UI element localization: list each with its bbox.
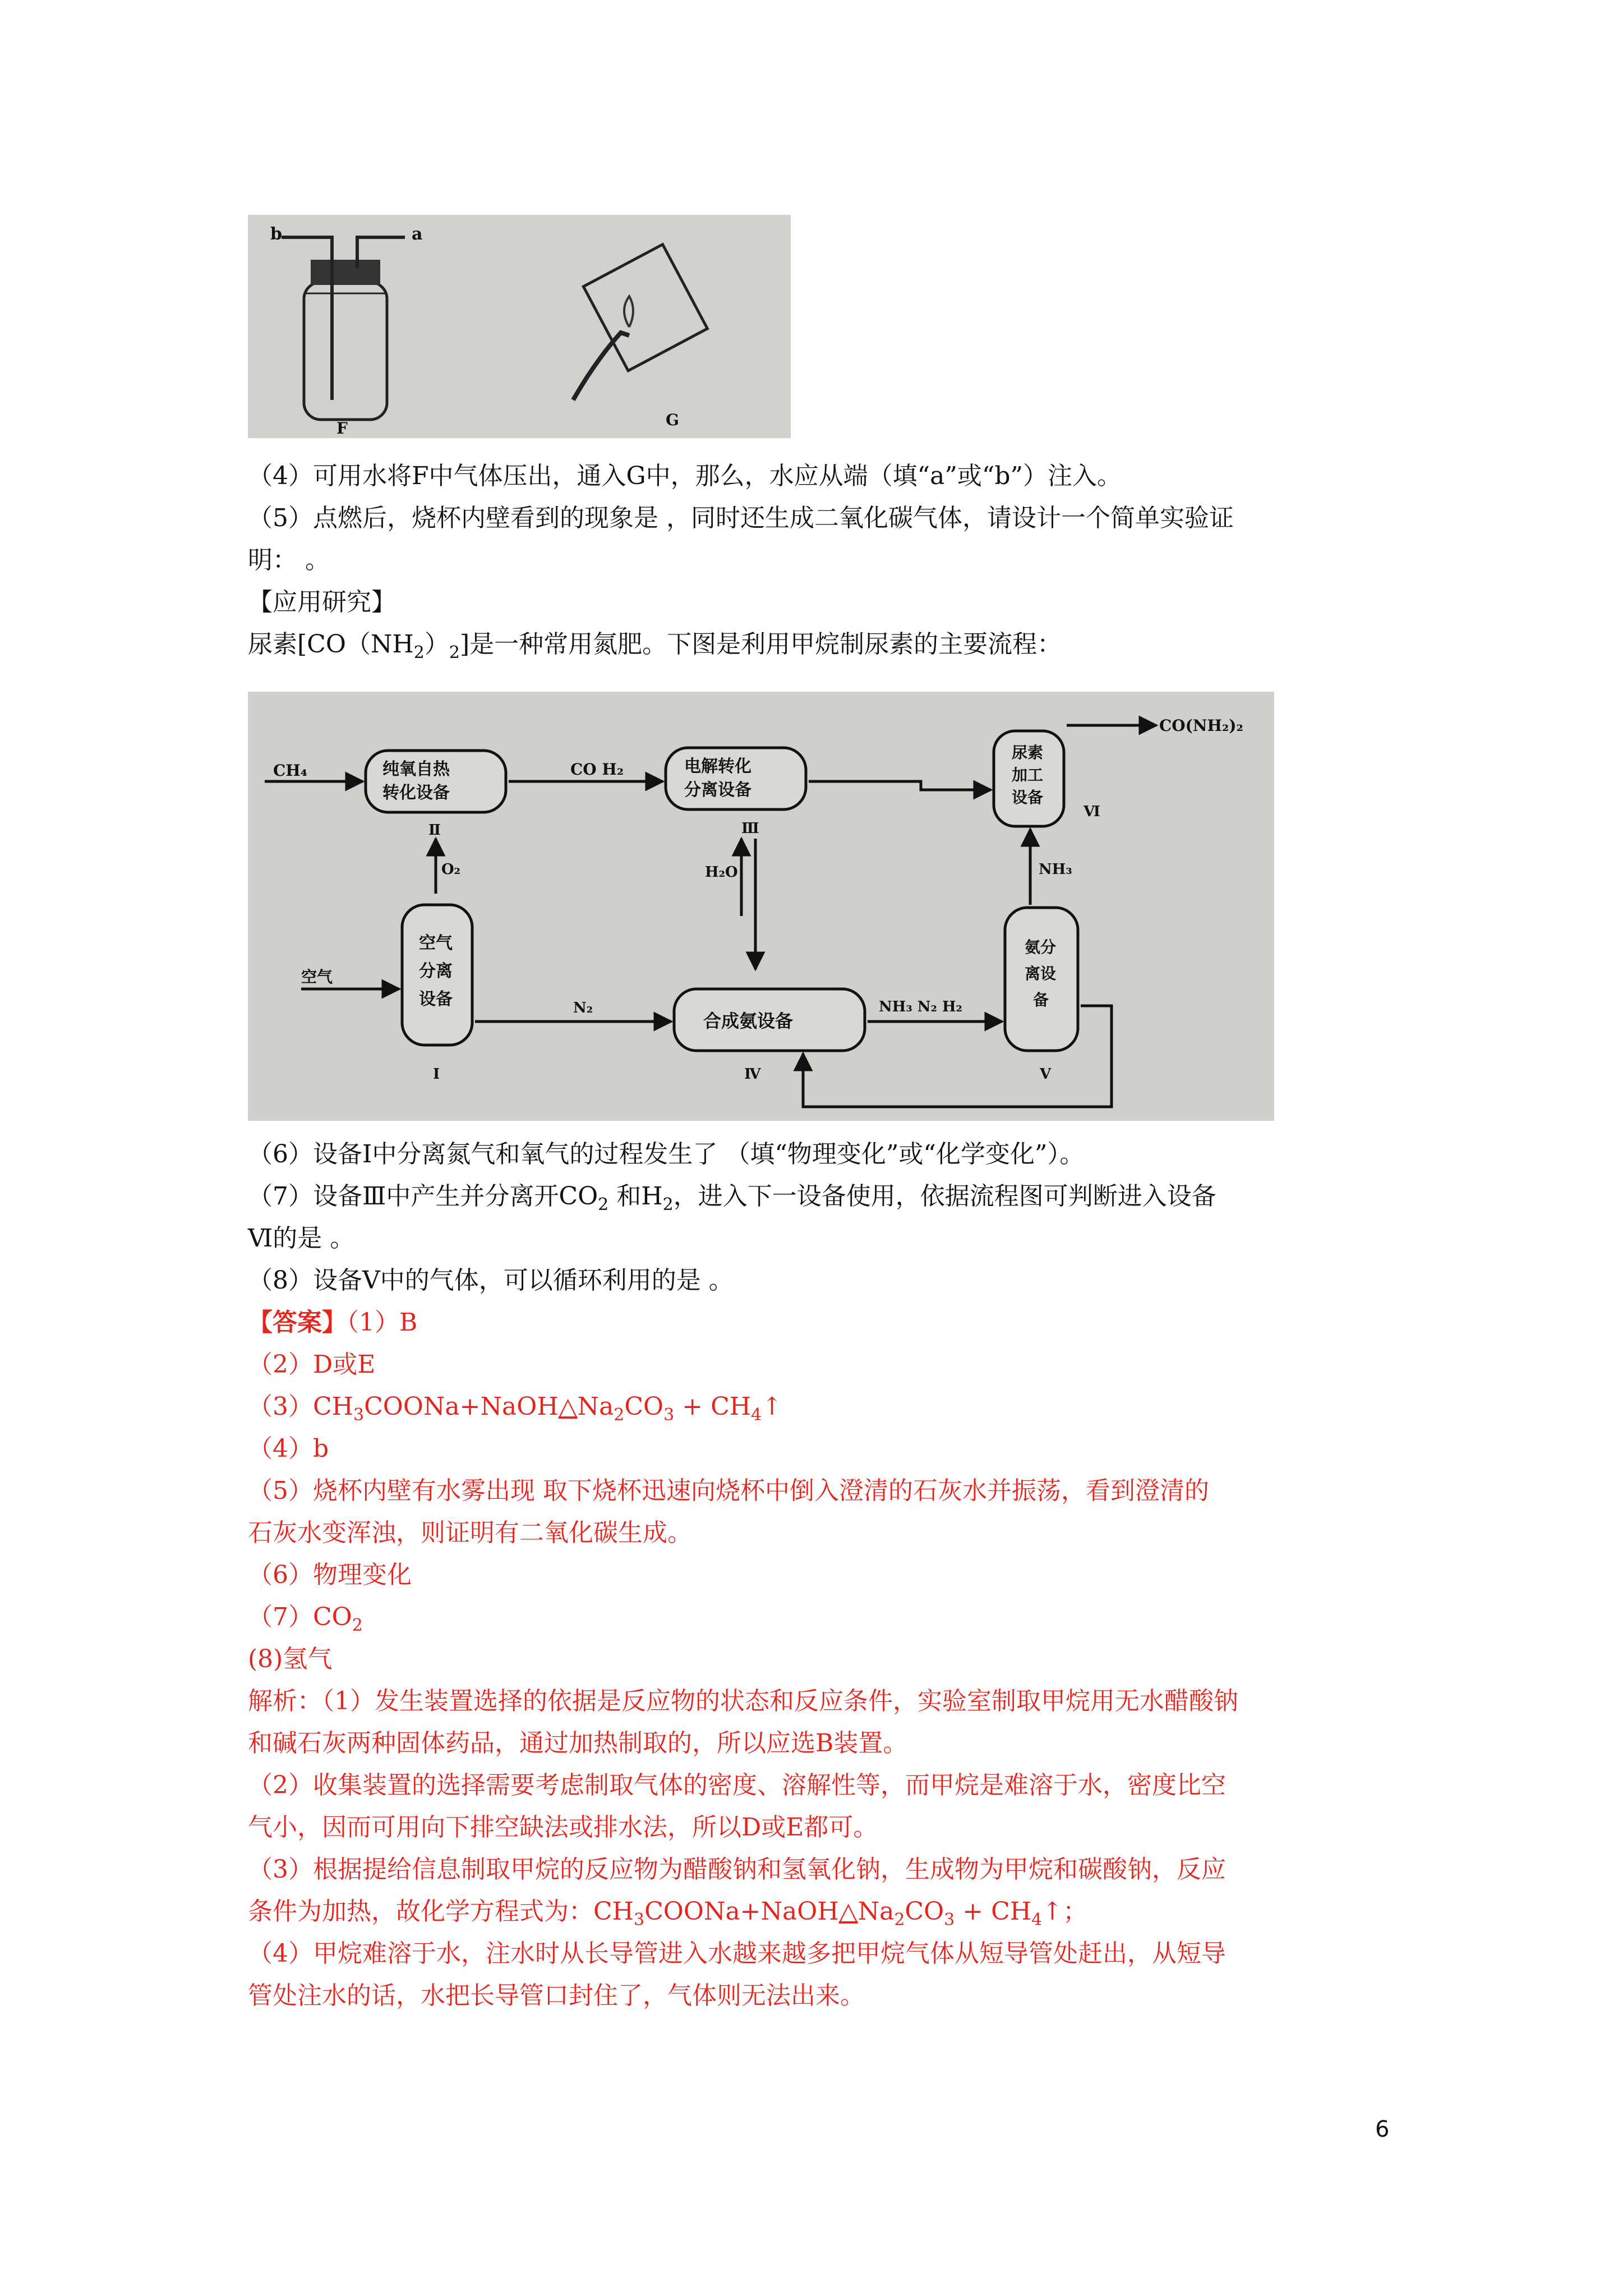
answer-2: （2）D或E <box>248 1350 376 1379</box>
answer-3: $(3)CH_3COONa+NaOH\triangle Na_2CO_3$ + $CH_4↑$ <box>248 1392 783 1425</box>
svg-text:纯氧自热: 纯氧自热 <box>382 760 450 779</box>
answer-4: （4）b <box>248 1434 329 1463</box>
apparatus-figure <box>248 215 791 438</box>
page-number: 6 <box>1375 2116 1390 2142</box>
answer-6: （6）物理变化 <box>248 1561 412 1589</box>
svg-text:CH₄: CH₄ <box>273 761 308 780</box>
svg-text:Ⅲ: Ⅲ <box>741 820 759 837</box>
svg-text:氨分: 氨分 <box>1025 938 1057 956</box>
explain-4-line2: 管处注水的话，水把长导管口封住了，气体则无法出来。 <box>248 1981 865 2010</box>
explain-1-line1: 解析：（1）发生装置选择的依据是反应物的状态和反应条件，实验室制取甲烷用无水醋酸钠 <box>248 1687 1238 1715</box>
answer-1: 【答案】（1）B <box>248 1308 418 1337</box>
svg-text:离设: 离设 <box>1025 964 1057 983</box>
process-flow-figure <box>248 692 1274 1121</box>
explain-4-line1: （4）甲烷难溶于水，注水时从长导管进入水越来越多把甲烷气体从短导管处赶出，从短导 <box>248 1939 1226 1968</box>
question-7-line1: （7）设备Ⅲ中产生并分离开$CO_2$ 和$H_2$，进入下一设备使用，依据流程图可判断进入设备 <box>248 1182 1216 1214</box>
svg-text:NH₃ N₂ H₂: NH₃ N₂ H₂ <box>879 999 962 1015</box>
explain-3-line2: 条件为加热，故化学方程式为：$CH_3COONa+NaOH\triangle Na_2CO_3$ + $CH_4↑$； <box>248 1897 1088 1930</box>
svg-text:Ⅰ: Ⅰ <box>433 1066 440 1083</box>
question-5-line1: （5）点燃后，烧杯内壁看到的现象是 ，同时还生成二氧化碳气体，请设计一个简单实验证 <box>248 504 1234 532</box>
svg-text:O₂: O₂ <box>441 861 461 878</box>
svg-text:分离设备: 分离设备 <box>684 780 751 800</box>
svg-text:Ⅵ: Ⅵ <box>1083 803 1100 820</box>
apparatus-drawing <box>248 215 791 438</box>
label-g: G <box>666 411 679 429</box>
question-4: （4）可用水将F中气体压出，通入G中，那么，水应从端（填“a”或“b”）注入。 <box>248 462 1122 490</box>
question-5-line2: 明： 。 <box>248 546 330 574</box>
svg-text:空气: 空气 <box>419 933 453 953</box>
svg-text:CO(NH₂)₂: CO(NH₂)₂ <box>1159 716 1243 735</box>
svg-text:合成氨设备: 合成氨设备 <box>703 1010 794 1032</box>
intro-line: 尿素$[CO(NH_2)_2]$是一种常用氮肥。下图是利用甲烷制尿素的主要流程： <box>248 630 1062 662</box>
explain-1-line2: 和碱石灰两种固体药品，通过加热制取的，所以应选B装置。 <box>248 1729 908 1757</box>
question-8: （8）设备Ⅴ中的气体，可以循环利用的是 。 <box>248 1266 734 1295</box>
answer-5-line1: （5）烧杯内壁有水雾出现 取下烧杯迅速向烧杯中倒入澄清的石灰水并振荡，看到澄清的 <box>248 1476 1209 1505</box>
svg-text:备: 备 <box>1033 991 1049 1009</box>
question-7-line2: Ⅵ的是 。 <box>248 1224 355 1253</box>
svg-text:CO H₂: CO H₂ <box>570 760 624 779</box>
svg-text:空气: 空气 <box>301 968 333 986</box>
svg-text:转化设备: 转化设备 <box>382 783 450 803</box>
svg-text:Ⅳ: Ⅳ <box>744 1066 761 1083</box>
svg-text:加工: 加工 <box>1012 766 1044 784</box>
label-f: F <box>336 419 348 438</box>
section-heading: 【应用研究】 <box>248 588 396 616</box>
svg-text:Ⅴ: Ⅴ <box>1040 1066 1052 1083</box>
svg-text:Ⅱ: Ⅱ <box>428 822 441 839</box>
answer-8: (8)氢气 <box>248 1645 333 1673</box>
answer-7: $(7)CO_2$ <box>248 1603 363 1635</box>
svg-text:N₂: N₂ <box>573 1000 593 1016</box>
svg-text:分离: 分离 <box>419 961 453 981</box>
stopper <box>311 260 380 285</box>
flow-drawing <box>248 692 1274 1121</box>
question-6: （6）设备Ⅰ中分离氮气和氧气的过程发生了 （填“物理变化”或“化学变化”）。 <box>248 1140 1085 1168</box>
svg-text:设备: 设备 <box>1012 788 1044 807</box>
label-b: b <box>270 224 282 244</box>
svg-text:NH₃: NH₃ <box>1039 861 1072 878</box>
svg-text:电解转化: 电解转化 <box>684 757 751 776</box>
explain-3-line1: （3）根据提给信息制取甲烷的反应物为醋酸钠和氢氧化钠，生成物为甲烷和碳酸钠，反应 <box>248 1855 1226 1884</box>
svg-text:H₂O: H₂O <box>705 864 738 881</box>
label-a: a <box>412 224 423 244</box>
answer-5-line2: 石灰水变浑浊，则证明有二氧化碳生成。 <box>248 1519 692 1547</box>
explain-2-line2: 气小，因而可用向下排空缺法或排水法，所以D或E都可。 <box>248 1813 878 1842</box>
svg-text:设备: 设备 <box>419 990 453 1009</box>
svg-text:尿素: 尿素 <box>1012 743 1044 762</box>
explain-2-line1: （2）收集装置的选择需要考虑制取气体的密度、溶解性等，而甲烷是难溶于水，密度比空 <box>248 1771 1226 1800</box>
